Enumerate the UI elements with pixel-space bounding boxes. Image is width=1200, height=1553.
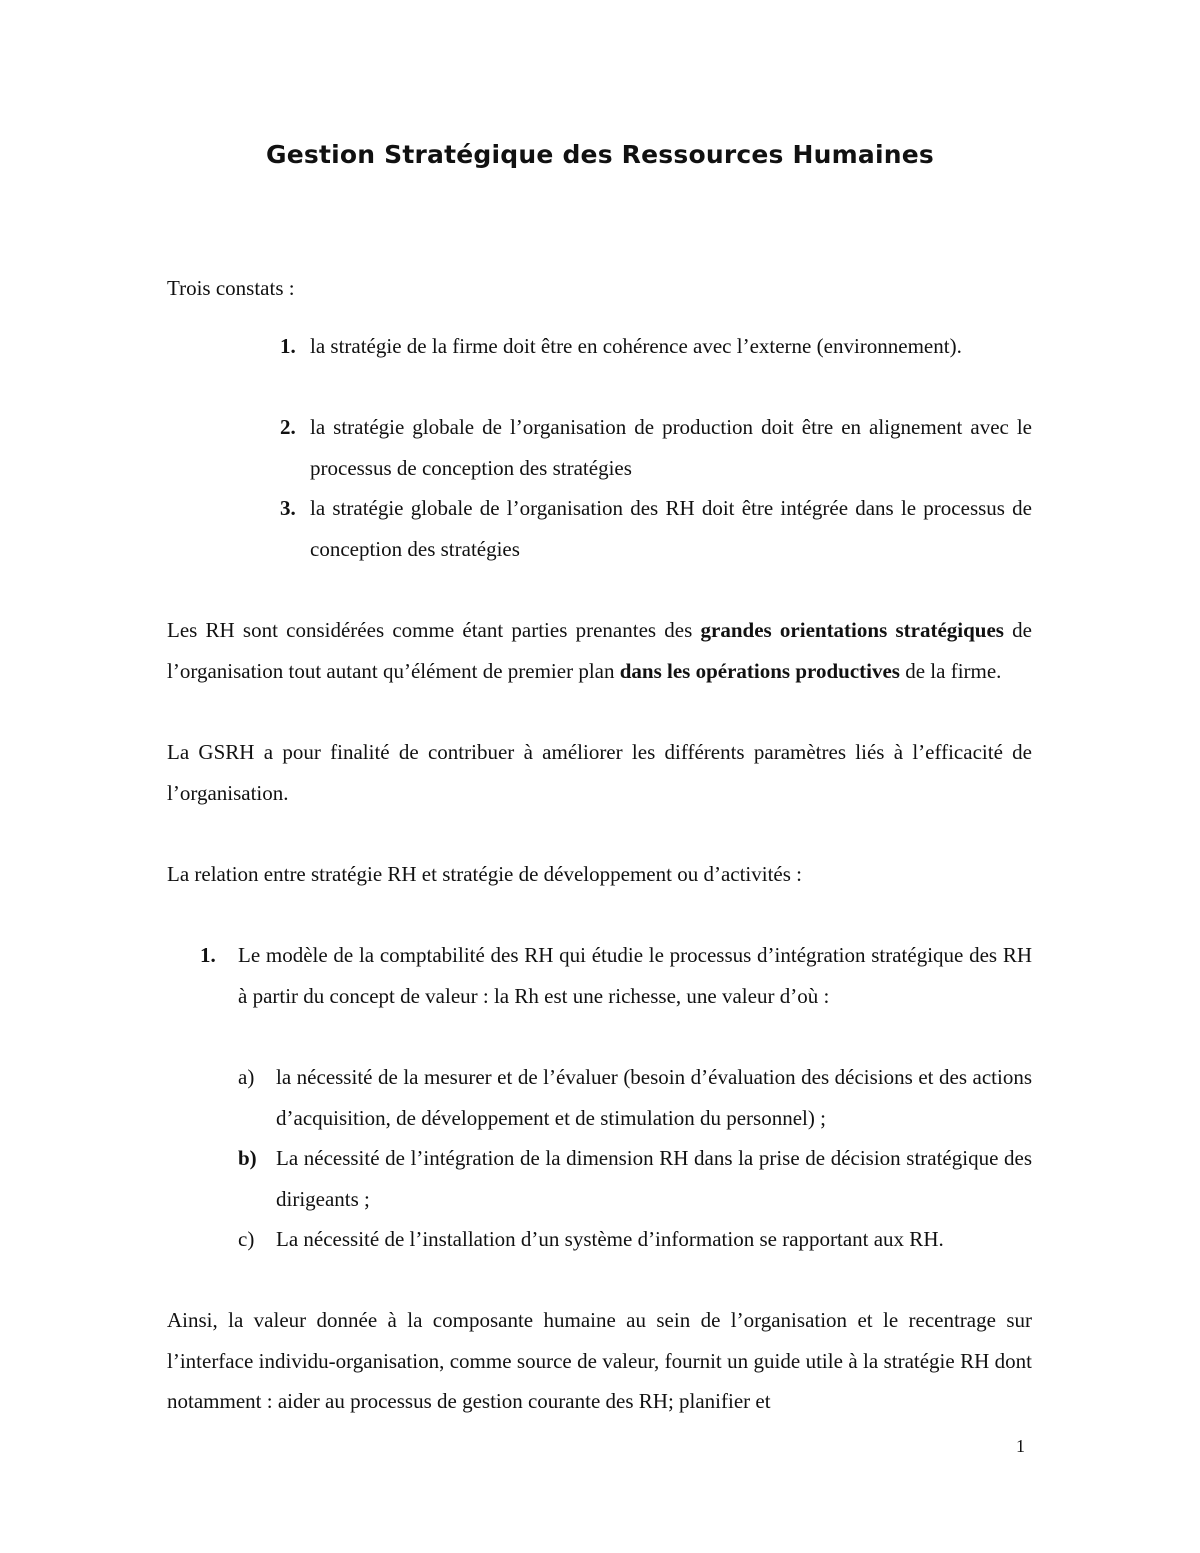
text-run: Les RH sont considérées comme étant parties prenantes des [167,618,701,642]
page-number: 1 [1016,1436,1025,1456]
list-item: la stratégie globale de l’organisation des RH doit être intégrée dans le processus de conception des stratégies [310,496,1032,561]
bold-run: grandes orientations stratégiques [700,618,1004,642]
list-number: 1. [280,334,296,358]
list-number: 3. [280,496,296,520]
list-item: la stratégie de la firme doit être en cohérence avec l’externe (environnement). [310,334,962,358]
text-run: de la firme. [899,658,1002,683]
bold-run: dans les opérations productives [619,658,900,683]
list-item: la stratégie globale de l’organisation de production doit être en alignement avec le processus de conception des stratégies [310,415,1032,480]
paragraph-ainsi: Ainsi, la valeur donnée à la composante humaine au sein de l’organisation et le recentrage sur l’interface individu-organisation, comme source de valeur, fournit un guide utile à la stratégie RH dont notamment : aider au processus de gestion courante des RH; planifier et [167,1308,1032,1413]
paragraph-rh [167,610,1032,691]
list-item: Le modèle de la comptabilité des RH qui étudie le processus d’intégration stratégique des RH à partir du concept de valeur : la Rh est une richesse, une valeur d’où : [238,943,1032,1008]
list-number: 1. [200,943,216,967]
list-number: 2. [280,415,296,439]
relation-heading: La relation entre stratégie RH et stratégie de développement ou d’activités : [167,862,803,886]
constats-heading: Trois constats : [167,276,295,300]
sublist-item: La nécessité de l’intégration de la dimension RH dans la prise de décision stratégique des dirigeants ; [276,1146,1032,1211]
sublist-label: b) [238,1146,257,1170]
sublist-item: la nécessité de la mesurer et de l’évaluer (besoin d’évaluation des décisions et des actions d’acquisition, de développement et de stimulation du personnel) ; [276,1065,1032,1130]
page-title: Gestion Stratégique des Ressources Humaines [266,140,934,169]
sublist-label: a) [238,1065,255,1089]
sublist-item: La nécessité de l’installation d’un système d’information se rapportant aux RH. [276,1227,944,1251]
paragraph-gsrh: La GSRH a pour finalité de contribuer à améliorer les différents paramètres liés à l’efficacité de l’organisation. [167,740,1032,805]
text-run: de l’organisation tout autant qu’élément de premier plan [167,618,1032,683]
sublist-label: c) [238,1227,255,1251]
